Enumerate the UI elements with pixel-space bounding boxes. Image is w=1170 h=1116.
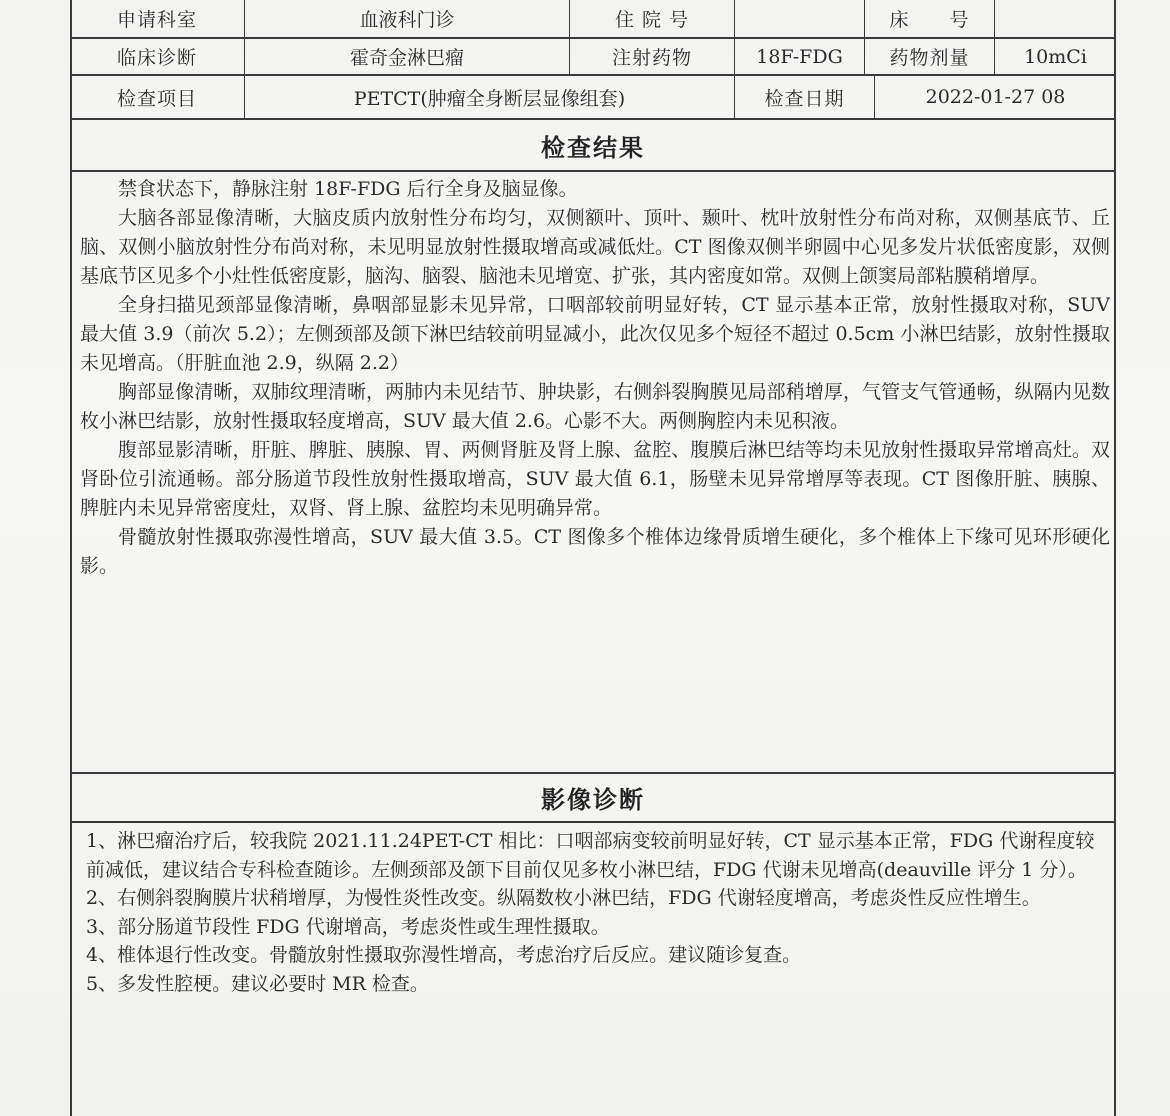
diagnosis-body — [86, 827, 1112, 998]
exam-item-label: 检查项目 — [70, 76, 245, 118]
diagnosis-title: 影像诊断 — [541, 786, 645, 814]
bed-label: 床 号 — [865, 0, 995, 37]
admission-value — [735, 0, 865, 37]
clinical-diagnosis-label: 临床诊断 — [70, 39, 245, 74]
diagnosis-item: 4、椎体退行性改变。骨髓放射性摄取弥漫性增高，考虑治疗后反应。建议随诊复查。 — [86, 944, 802, 966]
exam-date-value: 2022-01-27 08 — [925, 86, 1066, 108]
findings-paragraph: 骨髓放射性摄取弥漫性增高，SUV 最大值 3.5。CT 图像多个椎体边缘骨质增生硬化，多个椎体上下缘可见环形硬化影。 — [80, 526, 1110, 577]
header-row-diagnosis — [70, 39, 1116, 76]
exam-date-label: 检查日期 — [735, 76, 875, 118]
findings-paragraph: 腹部显影清晰，肝脏、脾脏、胰腺、胃、两侧肾脏及肾上腺、盆腔、腹膜后淋巴结等均未见放射性摄取异常增高灶。双肾卧位引流通畅。部分肠道节段性放射性摄取增高，SUV 最大值 6.1，肠壁未见异常增厚等表现。CT 图像肝脏、胰腺、脾脏内未见异常密度灶，双肾、肾上腺、盆腔均未见明确异常。 — [80, 439, 1110, 519]
findings-body — [80, 175, 1110, 581]
diagnosis-item: 1、淋巴瘤治疗后，较我院 2021.11.24PET-CT 相比：口咽部病变较前明显好转，CT 显示基本正常，FDG 代谢程度较前减低，建议结合专科检查随诊。左侧颈部及颌下目前仅见多枚小淋巴结，FDG 代谢未见增高(deauville 评分 1 分）。 — [86, 830, 1095, 881]
findings-paragraph: 大脑各部显像清晰，大脑皮质内放射性分布均匀，双侧额叶、顶叶、颞叶、枕叶放射性分布尚对称，双侧基底节、丘脑、双侧小脑放射性分布尚对称，未见明显放射性摄取增高或减低灶。CT 图像双侧半卵圆中心见多发片状低密度影，双侧基底节区见多个小灶性低密度影，脑沟、脑裂、脑池未见增宽、扩张，其内密度如常。双侧上颌窦局部粘膜稍增厚。 — [80, 207, 1110, 287]
admission-label: 住 院 号 — [570, 0, 735, 37]
dept-label: 申请科室 — [70, 0, 245, 37]
diagnosis-title-rule — [72, 821, 1114, 823]
findings-title: 检查结果 — [541, 134, 645, 162]
bed-value — [995, 0, 1116, 37]
findings-paragraph: 禁食状态下，静脉注射 18F-FDG 后行全身及脑显像。 — [118, 178, 578, 200]
injected-drug-value: 18F-FDG — [735, 39, 865, 74]
findings-paragraph: 胸部显像清晰，双肺纹理清晰，两肺内未见结节、肿块影，右侧斜裂胸膜见局部稍增厚，气管支气管通畅，纵隔内见数枚小淋巴结影，放射性摄取轻度增高，SUV 最大值 2.6。心影不大。两侧胸腔内未见积液。 — [80, 381, 1110, 432]
drug-dose-value: 10mCi — [1024, 45, 1087, 68]
injected-drug-label: 注射药物 — [570, 39, 735, 74]
clinical-diagnosis-value: 霍奇金淋巴瘤 — [245, 39, 570, 74]
diagnosis-item: 5、多发性腔梗。建议必要时 MR 检查。 — [86, 972, 429, 995]
diagnosis-item: 3、部分肠道节段性 FDG 代谢增高，考虑炎性或生理性摄取。 — [86, 915, 610, 938]
dept-value: 血液科门诊 — [245, 0, 570, 37]
exam-item-value: PETCT(肿瘤全身断层显像组套) — [245, 76, 735, 118]
diagnosis-top-rule — [72, 772, 1114, 774]
header-row-exam — [70, 76, 1116, 120]
drug-dose-label: 药物剂量 — [865, 39, 995, 74]
findings-paragraph: 全身扫描见颈部显像清晰，鼻咽部显影未见异常，口咽部较前明显好转，CT 显示基本正常，放射性摄取对称，SUV 最大值 3.9（前次 5.2）；左侧颈部及颌下淋巴结较前明显减小，此次仅见多个短径不超过 0.5cm 小淋巴结影，放射性摄取未见增高。（肝脏血池 2.9，纵隔 2.2） — [80, 294, 1110, 374]
findings-title-rule — [72, 170, 1114, 172]
header-row-department — [70, 0, 1116, 39]
diagnosis-item: 2、右侧斜裂胸膜片状稍增厚，为慢性炎性改变。纵隔数枚小淋巴结，FDG 代谢轻度增高，考虑炎性反应性增生。 — [86, 887, 1041, 909]
